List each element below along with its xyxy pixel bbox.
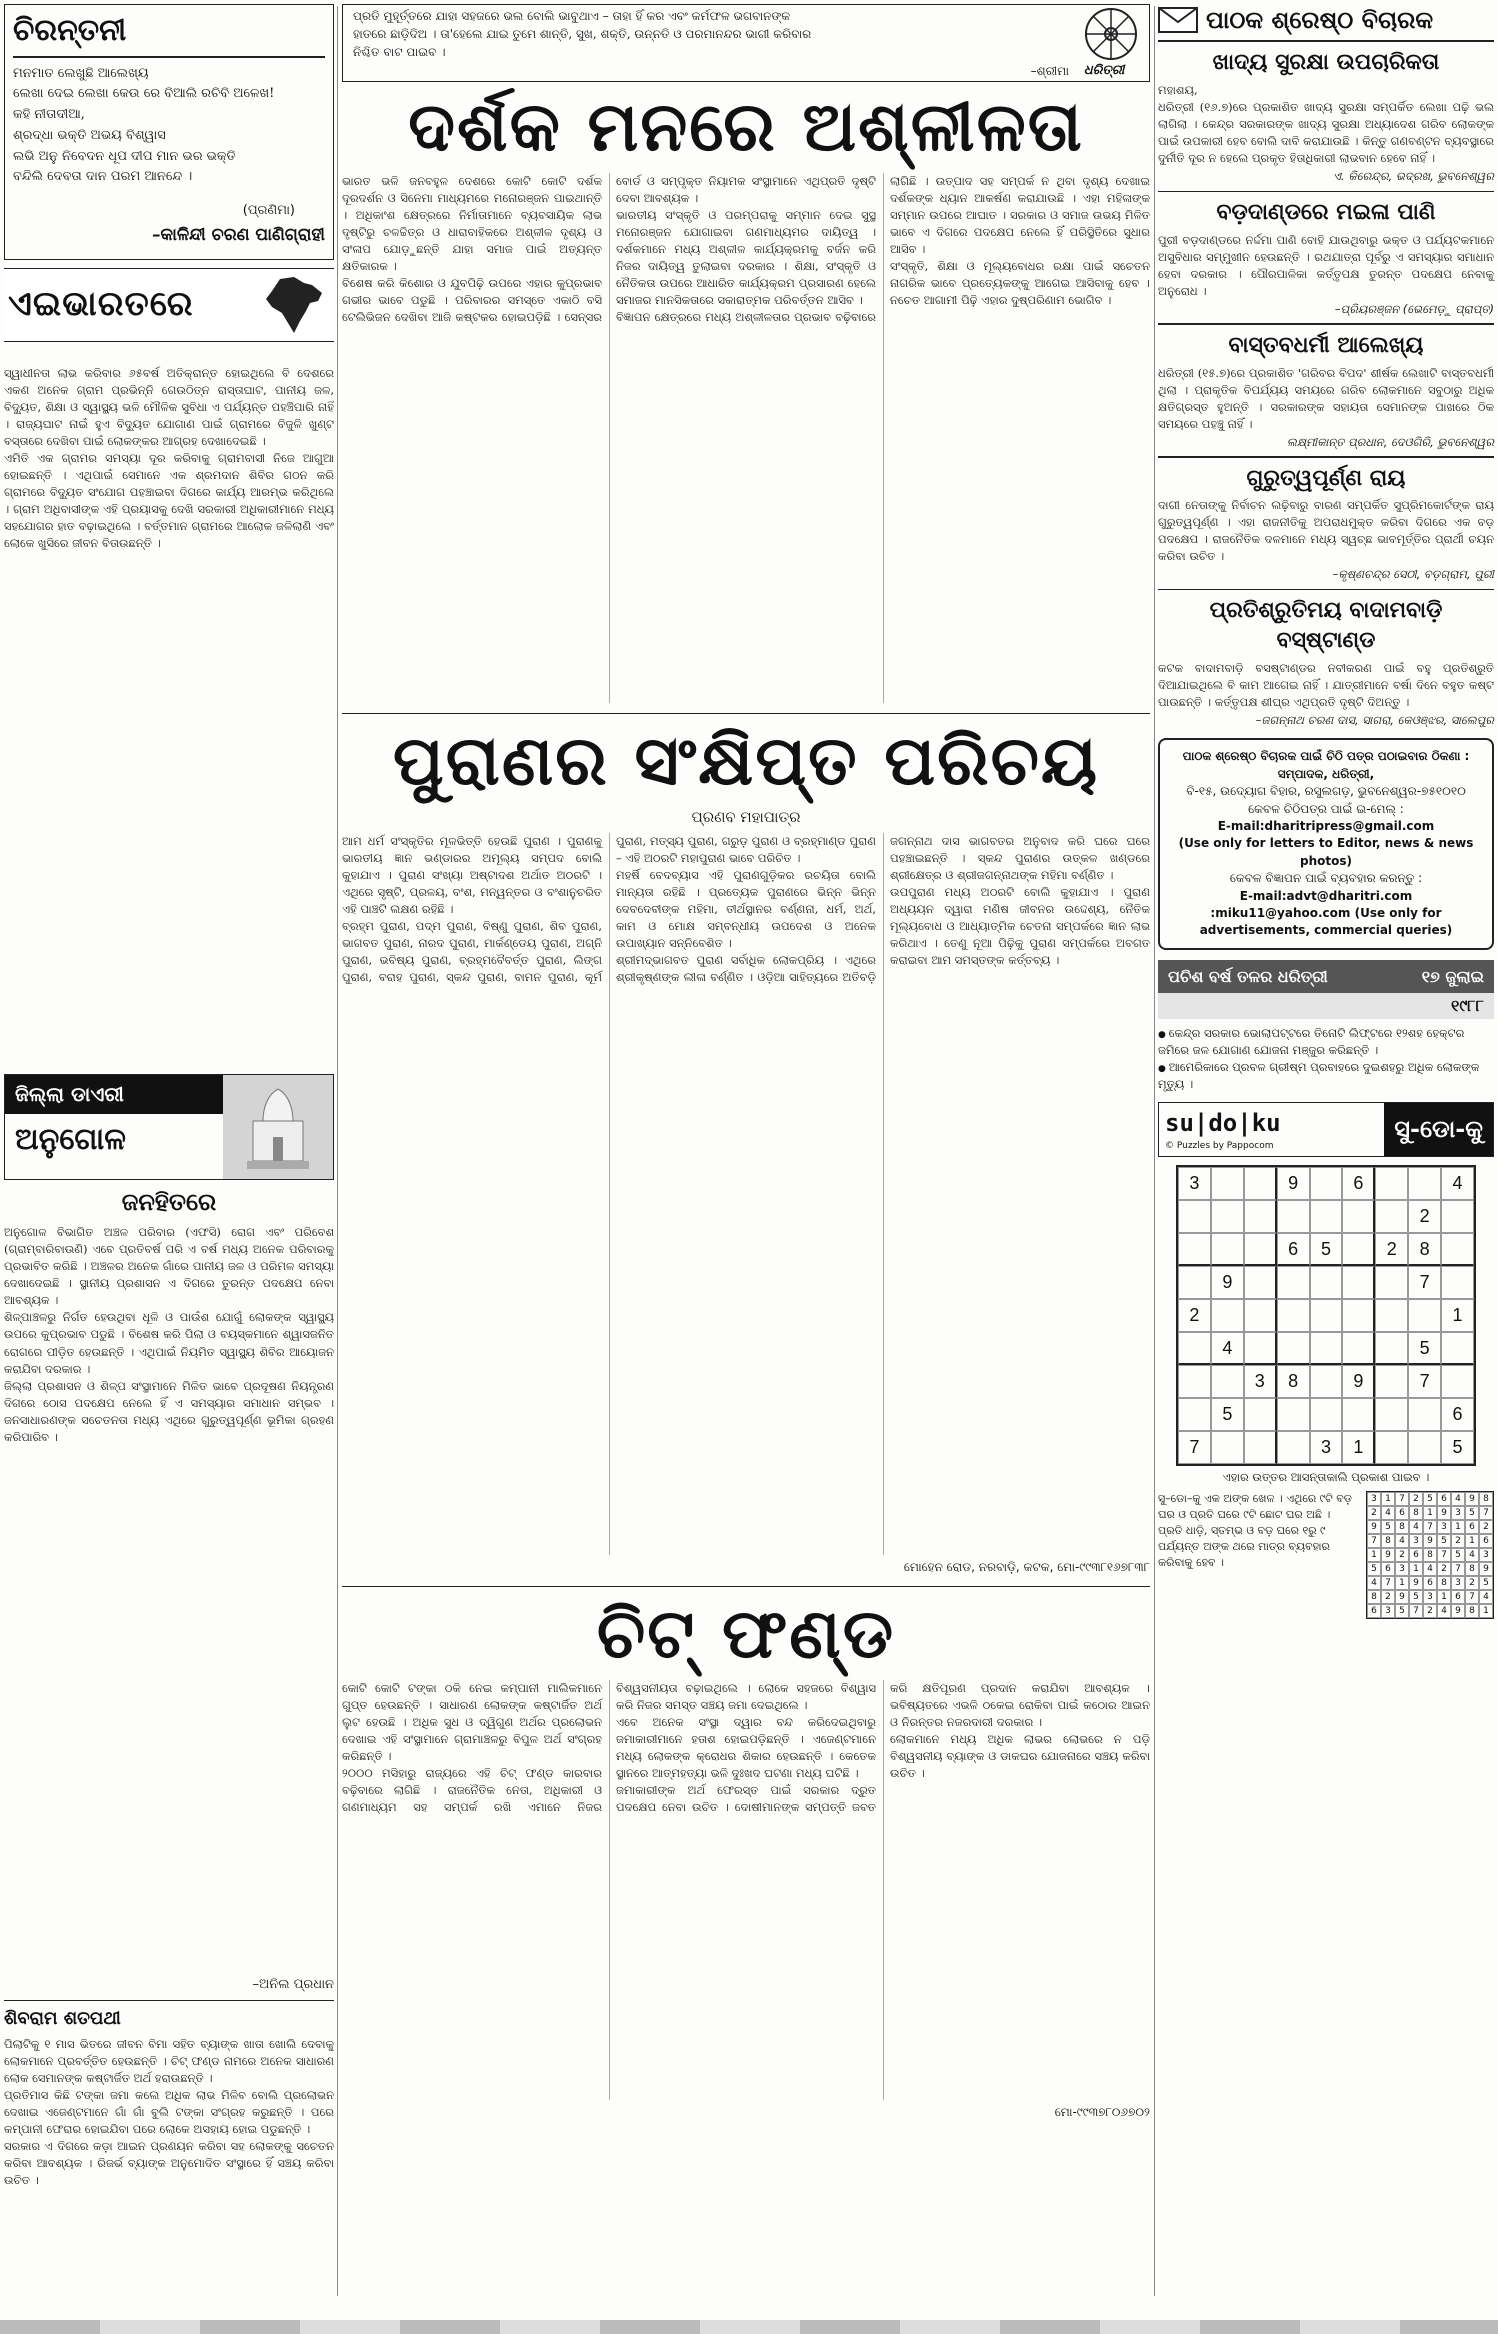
contact-email3-note: advertisements, commercial queries) (1199, 923, 1453, 938)
divider (342, 1586, 1150, 1588)
years-ago-label: ପଚିଶ ବର୍ଷ ତଳର ଧରିତ୍ରୀ (1168, 966, 1328, 986)
sudoku-cell[interactable] (1375, 1332, 1408, 1365)
contact-addr1: ସମ୍ପାଦକ, ଧରିତ୍ରୀ, (1277, 766, 1375, 781)
answer-cell: 1 (1409, 1562, 1423, 1576)
poem-title: ଚିରନ୍ତନୀ (13, 11, 325, 58)
answer-cell: 2 (1409, 1492, 1423, 1506)
answer-cell: 3 (1451, 1506, 1465, 1520)
answer-cell: 3 (1451, 1576, 1465, 1590)
quote-text: ପ୍ରତି ମୁହୂର୍ତ୍ତରେ ଯାହା ସହଜରେ ଭଲ ବୋଲି ଭାବୁଥାଏ – ତାହା ହିଁ କର ଏବଂ କର୍ମଫଳ ଭଗବାନଙ୍କ ହାତରେ ଛାଡ଼ିଦିଅ । ତା'ହେଲେ ଯାଇ ତୁମେ ଶାନ୍ତି, ସୁଖ, ଶକ୍ତି, ଉନ୍ନତି ଓ ପରମାନନ୍ଦର ଭାଗୀ କରିବାର ନିଶ୍ଚିତ ବାଟ ପାଇବ । (353, 8, 812, 59)
contact-heading: ପାଠକ ଶ୍ରେଷ୍ଠ ବିଚାରକ ପାଇଁ ଚିଠି ପତ୍ର ପଠାଇବାର ଠିକଣା : (1182, 749, 1470, 764)
sudoku-brand: su|do|ku (1165, 1109, 1281, 1138)
answer-cell: 3 (1409, 1534, 1423, 1548)
contact-box (1158, 738, 1494, 949)
years-ago-date: ୧୭ ଜୁଲାଇ (1421, 966, 1484, 986)
answer-cell: 7 (1451, 1562, 1465, 1576)
sudoku-cell[interactable] (1408, 1431, 1441, 1464)
sudoku-cell: 2 (1375, 1233, 1408, 1266)
answer-cell: 2 (1479, 1520, 1493, 1534)
answer-cell: 9 (1479, 1562, 1493, 1576)
divider (342, 713, 1150, 715)
sudoku-cell[interactable] (1441, 1200, 1474, 1233)
sudoku-cell[interactable] (1277, 1332, 1310, 1365)
answer-cell: 3 (1367, 1492, 1381, 1506)
answer-cell: 6 (1367, 1604, 1381, 1618)
dharitri-wheel-icon (1083, 6, 1139, 62)
sudoku-cell[interactable] (1342, 1233, 1375, 1266)
sudoku-cell[interactable] (1211, 1431, 1244, 1464)
letter-body: ପୁରୀ ବଡ଼ଦାଣ୍ଡରେ ନର୍ଦ୍ଦମା ପାଣି ବୋହି ଯାଉଥିବାରୁ ଭକ୍ତ ଓ ପର୍ଯ୍ୟଟକମାନେ ଅସୁବିଧାର ସମ୍ମୁଖୀନ ହେଉଛନ୍ତି । ରଥଯାତ୍ରା ପୂର୍ବରୁ ଏ ସମସ୍ୟାର ସମାଧାନ ହେବା ଦରକାର । ପୌରପାଳିକା କର୍ତ୍ତୃପକ୍ଷ ତୁରନ୍ତ ପଦକ୍ଷେପ ନେବାକୁ ଅନୁରୋଧ । (1158, 232, 1494, 298)
sudoku-cell[interactable] (1441, 1332, 1474, 1365)
answer-cell: 9 (1381, 1548, 1395, 1562)
column-rule (1154, 6, 1155, 2296)
sudoku-cell: 5 (1310, 1233, 1343, 1266)
column-logo-text: ଏଇଭାରତରେ (8, 284, 194, 325)
letter-title: ବାସ୍ତବଧର୍ମୀ ଆଲେଖ୍ୟ (1228, 331, 1424, 358)
sudoku-cell[interactable] (1375, 1431, 1408, 1464)
sudoku-cell: 7 (1408, 1266, 1441, 1299)
letter-body: ଦାଗୀ ନେତାଙ୍କୁ ନିର୍ବାଚନ ଲଢ଼ିବାରୁ ବାରଣ ସମ୍ପର୍କିତ ସୁପ୍ରିମକୋର୍ଟଙ୍କ ରାୟ ଗୁରୁତ୍ୱପୂର୍ଣ୍ଣ । ଏହା ରାଜନୀତିକୁ ଅପରାଧମୁକ୍ତ କରିବା ଦିଗରେ ଏକ ବଡ଼ ପଦକ୍ଷେପ । ରାଜନୈତିକ ଦଳମାନେ ମଧ୍ୟ ସ୍ୱଚ୍ଛ ଭାବମୂର୍ତ୍ତିର ପ୍ରାର୍ଥୀ ଚୟନ କରିବା ଉଚିତ । (1158, 498, 1494, 564)
sudoku-cell[interactable] (1375, 1167, 1408, 1200)
sudoku-cell: 2 (1178, 1299, 1211, 1332)
answer-cell: 5 (1479, 1576, 1493, 1590)
district-diary-box (4, 1074, 334, 1180)
left-column (4, 4, 334, 2304)
sudoku-cell[interactable] (1178, 1200, 1211, 1233)
sudoku-rules: ସୁ–ଡୋ–କୁ ଏକ ଅଙ୍କ ଖେଳ । ଏଥିରେ ୯ଟି ବଡ଼ ଘର ଓ ପ୍ରତି ଘରେ ୯ଟି ଛୋଟ ଘର ଅଛି । ପ୍ରତି ଧାଡ଼ି, ସ୍ତମ୍ଭ ଓ ବଡ଼ ଘରେ ୧ରୁ ୯ ପର୍ଯ୍ୟନ୍ତ ଅଙ୍କ ଥରେ ମାତ୍ର ବ୍ୟବହାର କରିବାକୁ ହେବ । (1158, 1492, 1352, 1570)
answer-cell: 7 (1381, 1576, 1395, 1590)
answer-cell: 9 (1367, 1520, 1381, 1534)
answer-cell: 4 (1437, 1604, 1451, 1618)
sudoku-cell: 4 (1211, 1332, 1244, 1365)
district-diary-label: ଜିଲ୍ଲା ଡାଏରୀ (5, 1075, 223, 1114)
sudoku-cell[interactable] (1310, 1167, 1343, 1200)
sudoku-cell[interactable] (1277, 1431, 1310, 1464)
divider (4, 2000, 334, 2002)
sudoku-cell[interactable] (1211, 1365, 1244, 1398)
sudoku-cell: 6 (1441, 1398, 1474, 1431)
answer-cell: 7 (1395, 1492, 1409, 1506)
sudoku-cell[interactable] (1244, 1200, 1277, 1233)
answer-cell: 2 (1395, 1548, 1409, 1562)
answer-cell: 5 (1367, 1562, 1381, 1576)
sudoku-cell[interactable] (1310, 1299, 1343, 1332)
sudoku-cell[interactable] (1178, 1332, 1211, 1365)
sudoku-cell[interactable] (1310, 1332, 1343, 1365)
right-column (1158, 4, 1494, 2304)
answer-cell: 1 (1423, 1506, 1437, 1520)
answer-cell: 4 (1395, 1534, 1409, 1548)
janahitare-body: ଅନୁଗୋଳ ବିଭାଗିତ ଅଞ୍ଚଳ ପରିବାର (ଏଫସି) ରୋଗ ଏବଂ ପରିବେଶ (ଗ୍ରାମ୍ବାରିବାଉଣି) ଏବେ ପ୍ରତିବର୍ଷ ପରି ଏ ବର୍ଷ ମଧ୍ୟ ଅନେକ ପରିବାରକୁ ପ୍ରଭାବିତ କରିଛି । ଅଞ୍ଚଳର ଅନେକ ଗାଁରେ ପାନୀୟ ଜଳ ଓ ପରିମଳ ସମସ୍ୟା ଦେଖାଦେଇଛି । ସ୍ଥାନୀୟ ପ୍ରଶାସନ ଏ ଦିଗରେ ତୁରନ୍ତ ପଦକ୍ଷେପ ନେବା ଆବଶ୍ୟକ । ଶିଳ୍ପାଞ୍ଚଳରୁ ନିର୍ଗତ ହେଉଥିବା ଧୂଳି ଓ ପାଉଁଶ ଯୋଗୁଁ ଲୋକଙ୍କ ସ୍ୱାସ୍ଥ୍ୟ ଉପରେ କୁପ୍ରଭାବ ପଡୁଛି । ବିଶେଷ କରି ପିଲା ଓ ବୟସ୍କମାନେ ଶ୍ୱାସଜନିତ ରୋଗରେ ପୀଡ଼ିତ ହେଉଛନ୍ତି । ଏଥିପାଇଁ ନିୟମିତ ସ୍ୱାସ୍ଥ୍ୟ ଶିବିର ଆୟୋଜନ କରାଯିବା ଦରକାର । ଜିଲ୍ଲା ପ୍ରଶାସନ ଓ ଶିଳ୍ପ ସଂସ୍ଥାମାନେ ମିଳିତ ଭାବେ ପ୍ରଦୂଷଣ ନିୟନ୍ତ୍ରଣ ଦିଗରେ ଠୋସ ପଦକ୍ଷେପ ନେଲେ ହିଁ ଏ ସମସ୍ୟାର ସମାଧାନ ସମ୍ଭବ । ଜନସାଧାରଣଙ୍କ ସଚେତନତା ମଧ୍ୟ ଏଥିରେ ଗୁରୁତ୍ୱପୂର୍ଣ୍ଣ ଭୂମିକା ଗ୍ରହଣ କରିପାରିବ । (4, 1225, 334, 1444)
dharitri-brand: ଧରିତ୍ରୀ (1083, 63, 1125, 79)
contact-email2[interactable]: E-mail:advt@dharitri.com (1239, 888, 1413, 903)
contact-email1[interactable]: E-mail:dharitripress@gmail.com (1217, 818, 1435, 833)
answer-cell: 5 (1381, 1520, 1395, 1534)
poem-source: (ପ୍ରଣିମା) (242, 203, 295, 219)
sudoku-cell: 5 (1211, 1398, 1244, 1431)
years-ago-items (1158, 1025, 1494, 1092)
answer-cell: 5 (1409, 1590, 1423, 1604)
letter-title: ବଡ଼ଦାଣ୍ଡରେ ମଇଳା ପାଣି (1216, 199, 1436, 226)
sudoku-cell[interactable] (1178, 1398, 1211, 1431)
sudoku-cell: 8 (1408, 1233, 1441, 1266)
sudoku-cell[interactable] (1244, 1332, 1277, 1365)
page-footer-strip (0, 2320, 1498, 2334)
answer-cell: 8 (1395, 1520, 1409, 1534)
answer-cell: 7 (1423, 1520, 1437, 1534)
answer-cell: 4 (1381, 1506, 1395, 1520)
sudoku-cell: 3 (1310, 1431, 1343, 1464)
shivaram-title: ଶିବରାମ ଶତପଥୀ (4, 2008, 121, 2030)
answer-cell: 8 (1465, 1562, 1479, 1576)
sudoku-cell[interactable] (1244, 1398, 1277, 1431)
answer-cell: 8 (1409, 1506, 1423, 1520)
answer-cell: 5 (1395, 1604, 1409, 1618)
column-rule (337, 6, 338, 2296)
sudoku-title: ସୁ-ଡୋ-କୁ (1384, 1103, 1493, 1156)
sudoku-rules-row (1158, 1491, 1494, 1619)
answer-cell: 9 (1437, 1506, 1451, 1520)
answer-cell: 6 (1409, 1548, 1423, 1562)
article3-body: କୋଟି କୋଟି ଟଙ୍କା ଠକି ନେଇ କମ୍ପାନୀ ମାଲିକମାନେ ଗୁପ୍ତ ହେଉଛନ୍ତି । ସାଧାରଣ ଲୋକଙ୍କ କଷ୍ଟାର୍ଜିତ ଅର୍ଥ ଲୁଟ ହେଉଛି । ଅଧିକ ସୁଧ ଓ ଦ୍ୱିଗୁଣ ଅର୍ଥର ପ୍ରଲୋଭନ ଦେଖାଇ ଏହି ସଂସ୍ଥାମାନେ ଗ୍ରାମାଞ୍ଚଳରୁ ବିପୁଳ ଅର୍ଥ ସଂଗ୍ରହ କରିଛନ୍ତି । ୨୦୦୦ ମସିହାରୁ ରାଜ୍ୟରେ ଏହି ଚିଟ୍ ଫଣ୍ଡ କାରବାର ବଢ଼ିବାରେ ଲାଗିଛି । ରାଜନୈତିକ ନେତା, ଅଧିକାରୀ ଓ ଗଣମାଧ୍ୟମ ସହ ସମ୍ପର୍କ ରଖି ଏମାନେ ନିଜର ବିଶ୍ୱସନୀୟତା ବଢ଼ାଇଥିଲେ । ଲୋକେ ସହଜରେ ବିଶ୍ୱାସ କରି ନିଜର ସମସ୍ତ ସଞ୍ଚୟ ଜମା ଦେଇଥିଲେ । ଏବେ ଅନେକ ସଂସ୍ଥା ଦ୍ୱାର ବନ୍ଦ କରିଦେଇଥିବାରୁ ଜମାକାରୀମାନେ ହତାଶ ହୋଇପଡ଼ିଛନ୍ତି । ଏଜେଣ୍ଟମାନେ ମଧ୍ୟ ଲୋକଙ୍କ କ୍ରୋଧର ଶିକାର ହେଉଛନ୍ତି । କେତେକ ସ୍ଥାନରେ ଆତ୍ମହତ୍ୟା ଭଳି ଦୁଃଖଦ ଘଟଣା ମଧ୍ୟ ଘଟିଛି । ଜମାକାରୀଙ୍କ ଅର୍ଥ ଫେରସ୍ତ ପାଇଁ ସରକାର ଦ୍ରୁତ ପଦକ୍ଷେପ ନେବା ଉଚିତ । ଦୋଷୀମାନଙ୍କ ସମ୍ପତ୍ତି ଜବତ କରି କ୍ଷତିପୂରଣ ପ୍ରଦାନ କରାଯିବା ଆବଶ୍ୟକ । ଭବିଷ୍ୟତରେ ଏଭଳି ଠକେଇ ରୋକିବା ପାଇଁ କଠୋର ଆଇନ ଓ ନିରନ୍ତର ନଜରଦାରୀ ଦରକାର । ଲୋକମାନେ ମଧ୍ୟ ଅଧିକ ଲାଭର ଲୋଭରେ ନ ପଡ଼ି ବିଶ୍ୱସନୀୟ ବ୍ୟାଙ୍କ ଓ ଡାକଘର ଯୋଜନାରେ ସଞ୍ଚୟ କରିବା ଉଚିତ । (342, 1680, 1150, 1814)
divider (1158, 191, 1494, 193)
sudoku-cell[interactable] (1375, 1365, 1408, 1398)
answer-cell: 1 (1381, 1492, 1395, 1506)
answer-cell: 9 (1395, 1590, 1409, 1604)
sudoku-cell[interactable] (1441, 1365, 1474, 1398)
village-story: ସ୍ୱାଧୀନତା ଲାଭ କରିବାର ୬୫ବର୍ଷ ଅତିକ୍ରାନ୍ତ ହୋଇଥିଲେ ବି ଦେଶରେ ଏକଣ ଅନେକ ଗ୍ରାମ ପ୍ରଭିନ୍ନି ଗେଉଠିତ୍ନ ରାସ୍ତାଘାଟ, ପାନୀୟ ଜଳ, ବିଦ୍ୟୁତ, ଶିକ୍ଷା ଓ ସ୍ୱାସ୍ଥ୍ୟ ଭଳି ମୌଳିକ ସୁବିଧା ଏ ପର୍ଯ୍ୟନ୍ତ ପହଞ୍ଚିପାରି ନାହିଁ । ରାଜ୍ୟଘାଟ ନାଇଁ ହୁଏ ବିଦ୍ୟୁତ ଯୋଗାଣ ପାଇଁ ଗ୍ରାମରେ ବିଜୁଳି ଖୁଣ୍ଟ ବସ୍ତାରେ ଦେଖିବା ପାଇଁ ଲୋକଙ୍କର ଆଗ୍ରହ ଦେଖାଦେଇଛି । ଏମିତି ଏକ ଗ୍ରାମର ସମସ୍ୟା ଦୂର କରିବାକୁ ଗ୍ରାମବାସୀ ନିଜେ ଆଗୁଆ ହୋଇଛନ୍ତି । ଏଥିପାଇଁ ସେମାନେ ଏକ ଶ୍ରମଦାନ ଶିବିର ଗଠନ କରି ଗ୍ରାମରେ ବିଦ୍ୟୁତ ସଂଯୋଗ ପହଞ୍ଚାଇବା ଦିଗରେ କାର୍ଯ୍ୟ ଆରମ୍ଭ କରିଥିଲେ । ଗ୍ରାମ ଅଧିବାସୀଙ୍କ ଏହି ପ୍ରୟାସକୁ ଦେଖି ସରକାରୀ ଅଧିକାରୀମାନେ ମଧ୍ୟ ସହଯୋଗର ହାତ ବଢ଼ାଇଥିଲେ । ବର୍ତ୍ତମାନ ଗ୍ରାମରେ ଆଲୋକ ଜଳିଲାଣି ଏବଂ ଲୋକେ ଖୁସିରେ ଜୀବନ ବିତାଉଛନ୍ତି । (4, 366, 334, 551)
answer-cell: 9 (1423, 1534, 1437, 1548)
sudoku-cell: 3 (1244, 1365, 1277, 1398)
sudoku-cell[interactable] (1408, 1167, 1441, 1200)
answer-cell: 7 (1367, 1534, 1381, 1548)
sudoku-cell[interactable] (1211, 1200, 1244, 1233)
sudoku-cell[interactable] (1342, 1299, 1375, 1332)
sudoku-cell: 6 (1342, 1167, 1375, 1200)
sudoku-header (1158, 1102, 1494, 1157)
sudoku-cell[interactable] (1277, 1200, 1310, 1233)
sudoku-cell[interactable] (1244, 1431, 1277, 1464)
answer-cell: 4 (1451, 1492, 1465, 1506)
sudoku-cell: 9 (1342, 1365, 1375, 1398)
sudoku-cell: 6 (1277, 1233, 1310, 1266)
article1-body: ଭାରତ ଭଳି ଜନବହୁଳ ଦେଶରେ କୋଟି କୋଟି ଦର୍ଶକ ଦୂରଦର୍ଶନ ଓ ସିନେମା ମାଧ୍ୟମରେ ମନୋରଞ୍ଜନ ପାଇଥାନ୍ତି । ଅଧିକାଂଶ କ୍ଷେତ୍ରରେ ନିର୍ମାତାମାନେ ବ୍ୟବସାୟିକ ଲାଭ ଦୃଷ୍ଟିରୁ ଚଳଚ୍ଚିତ୍ର ଓ ଧାରାବାହିକରେ ଅଶ୍ଳୀଳ ଦୃଶ୍ୟ ଓ ସଂଳାପ ଯୋଡ଼ୁଛନ୍ତି ଯାହା ସମାଜ ପାଇଁ ଅତ୍ୟନ୍ତ କ୍ଷତିକାରକ । ବିଶେଷ କରି କିଶୋର ଓ ଯୁବପିଢ଼ି ଉପରେ ଏହାର କୁପ୍ରଭାବ ଗଭୀର ଭାବେ ପଡୁଛି । ପରିବାରର ସମସ୍ତେ ଏକାଠି ବସି ଟେଲିଭିଜନ ଦେଖିବା ଆଜି କଷ୍ଟକର ହୋଇପଡ଼ିଛି । ସେନ୍ସର ବୋର୍ଡ ଓ ସମ୍ପୃକ୍ତ ନିୟାମକ ସଂସ୍ଥାମାନେ ଏଥିପ୍ରତି ଦୃଷ୍ଟି ଦେବା ଆବଶ୍ୟକ । ଭାରତୀୟ ସଂସ୍କୃତି ଓ ପରମ୍ପରାକୁ ସମ୍ମାନ ଦେଇ ସୁସ୍ଥ ମନୋରଞ୍ଜନ ଯୋଗାଇବା ଗଣମାଧ୍ୟମର ଦାୟିତ୍ୱ । ଦର୍ଶକମାନେ ମଧ୍ୟ ଅଶ୍ଳୀଳ କାର୍ଯ୍ୟକ୍ରମକୁ ବର୍ଜନ କରି ନିଜର ଦାୟିତ୍ୱ ତୁଲାଇବା ଦରକାର । ଶିକ୍ଷା, ସଂସ୍କୃତି ଓ ନୈତିକତା ଉପରେ ଆଧାରିତ କାର୍ଯ୍ୟକ୍ରମ ପ୍ରସାରଣ ହେଲେ ସମାଜର ମାନସିକତାରେ ସକାରାତ୍ମକ ପରିବର୍ତ୍ତନ ଆସିବ । ବିଜ୍ଞାପନ କ୍ଷେତ୍ରରେ ମଧ୍ୟ ଅଶ୍ଳୀଳତାର ପ୍ରଭାବ ବଢ଼ିବାରେ ଲାଗିଛି । ଉତ୍ପାଦ ସହ ସମ୍ପର୍କ ନ ଥିବା ଦୃଶ୍ୟ ଦେଖାଇ ଦର୍ଶକଙ୍କ ଧ୍ୟାନ ଆକର୍ଷଣ କରାଯାଉଛି । ଏହା ମହିଳାଙ୍କ ସମ୍ମାନ ଉପରେ ଆଘାତ । ସରକାର ଓ ସମାଜ ଉଭୟ ମିଳିତ ଭାବେ ଏ ଦିଗରେ ପଦକ୍ଷେପ ନେଲେ ହିଁ ପରିସ୍ଥିତିରେ ସୁଧାର ଆସିବ । ସଂସ୍କୃତି, ଶିକ୍ଷା ଓ ମୂଲ୍ୟବୋଧର ରକ୍ଷା ପାଇଁ ସଚେତନ ନାଗରିକ ଭାବେ ପ୍ରତ୍ୟେକଙ୍କୁ ଆଗେଇ ଆସିବାକୁ ହେବ । ନଚେତ ଆଗାମୀ ପିଢ଼ି ଏହାର ଦୁଷ୍ପରିଣାମ ଭୋଗିବ । (342, 173, 1150, 324)
column-logo-bar (4, 268, 334, 342)
answer-cell: 3 (1437, 1520, 1451, 1534)
sudoku-cell[interactable] (1310, 1200, 1343, 1233)
answer-cell: 1 (1465, 1534, 1479, 1548)
sudoku-grid (1176, 1165, 1476, 1466)
article2-headline: ପୁରାଣର ସଂକ୍ଷିପ୍ତ ପରିଚୟ (392, 721, 1100, 802)
divider (1158, 589, 1494, 591)
answer-cell: 2 (1367, 1506, 1381, 1520)
letter-title: ଗୁରୁତ୍ୱପୂର୍ଣ୍ଣ ରାୟ (1246, 464, 1406, 491)
letter-signature: –ପ୍ରିୟରଞ୍ଜନ (ଭେମେଡ଼ୁ ପ୍ରାପ୍ତ) (1334, 301, 1494, 316)
sudoku-cell: 4 (1441, 1167, 1474, 1200)
sudoku-cell[interactable] (1178, 1233, 1211, 1266)
sudoku-cell[interactable] (1244, 1266, 1277, 1299)
sudoku-cell: 2 (1408, 1200, 1441, 1233)
letter-signature: –ଜଗନ୍ନାଥ ଚରଣ ଦାସ, ସାଗରା, କେଓଞ୍ଝର, ସାଲେପୁର (1255, 712, 1494, 727)
letter-signature: ଲକ୍ଷ୍ମୀକାନ୍ତ ପ୍ରଧାନ, ଦେଓଗିରି, ଭୁବନେଶ୍ୱର (1286, 434, 1494, 449)
sudoku-cell[interactable] (1441, 1266, 1474, 1299)
sudoku-cell: 1 (1342, 1431, 1375, 1464)
letters-list (1158, 48, 1494, 728)
answer-cell: 8 (1381, 1534, 1395, 1548)
answer-cell: 9 (1409, 1576, 1423, 1590)
sudoku-cell[interactable] (1408, 1299, 1441, 1332)
contact-email1-note: (Use only for letters to Editor, news & news photos) (1178, 836, 1474, 868)
years-ago-bar (1158, 960, 1494, 994)
answer-cell: 2 (1423, 1604, 1437, 1618)
sudoku-cell[interactable] (1342, 1266, 1375, 1299)
answer-cell: 6 (1465, 1520, 1479, 1534)
sudoku-cell[interactable] (1244, 1233, 1277, 1266)
answer-cell: 2 (1437, 1562, 1451, 1576)
answer-cell: 3 (1423, 1590, 1437, 1604)
answer-cell: 5 (1423, 1492, 1437, 1506)
poem-lines: ମନମାତ ଲେଖୁଛି ଆଲେଖ୍ୟ ଲେଖା ଦେଇ ଲେଖା କେଉ ରେ ବିଆଲି ରଚିବି ଅଳେଖ! କହି ନୀତାଦୀଆ, ଶ୍ରଦ୍ଧା ଭକ୍ତି ଅଭୟ ବିଶ୍ୱାସ ଲଭି ଅନୁ ନିବେଦନ ଧୂପ ଦୀପ ମାନ ଭର ଭକ୍ତି ବନ୍ଦିଲି ଦେବତା ଦାନ ପରମ ଆନନ୍ଦେ । (13, 65, 275, 185)
sudoku-cell: 1 (1441, 1299, 1474, 1332)
years-ago-year: ୧୯୮୮ (1158, 993, 1494, 1019)
answer-cell: 5 (1465, 1506, 1479, 1520)
letter-title: ପ୍ରତିଶ୍ରୁତିମୟ ବାଦାମବାଡ଼ି ବସ୍ଷ୍ଟାଣ୍ଡ (1209, 597, 1443, 654)
sudoku-cell[interactable] (1441, 1233, 1474, 1266)
sudoku-cell[interactable] (1342, 1332, 1375, 1365)
sudoku-cell[interactable] (1310, 1266, 1343, 1299)
years-ago-item: ● କେନ୍ଦ୍ର ସରକାର ଭୋଲାପଟ୍ଟରେ ତିନୋଟି ଲିଫ୍ଟରେ ୧୨ଶହ ହେକ୍ଟର ଜମିରେ ଜଳ ଯୋଗାଣ ଯୋଜନା ମଞ୍ଜୁର କରିଛନ୍ତି । (1158, 1025, 1494, 1059)
sudoku-cell[interactable] (1211, 1233, 1244, 1266)
answer-cell: 5 (1437, 1534, 1451, 1548)
article2-closing: ମୋହେନ ରୋଡ, ନରବାଡ଼ି, କଟକ, ମୋ-୯୯୩୮୧୬୭୮୩୮ (903, 1560, 1150, 1575)
answer-cell: 6 (1381, 1562, 1395, 1576)
letters-title: ପାଠକ ଶ୍ରେଷ୍ଠ ବିଚାରକ (1206, 5, 1434, 34)
sudoku-cell[interactable] (1277, 1299, 1310, 1332)
sudoku-cell[interactable] (1178, 1266, 1211, 1299)
article2-body: ଆମ ଧର୍ମ ସଂସ୍କୃତିର ମୂଳଭିତ୍ତି ହେଉଛି ପୁରାଣ । ପୁରାଣକୁ ଭାରତୀୟ ଜ୍ଞାନ ଭଣ୍ଡାରର ଅମୂଲ୍ୟ ସମ୍ପଦ ବୋଲି କୁହାଯାଏ । ପୁରାଣ ସଂଖ୍ୟା ଅଷ୍ଟାଦଶ ଅର୍ଥାତ ଅଠରଟି । ଏଥିରେ ସୃଷ୍ଟି, ପ୍ରଳୟ, ବଂଶ, ମନ୍ୱନ୍ତର ଓ ବଂଶାନୁଚରିତ ଏହି ପାଞ୍ଚଟି ଲକ୍ଷଣ ରହିଛି । ବ୍ରହ୍ମ ପୁରାଣ, ପଦ୍ମ ପୁରାଣ, ବିଷ୍ଣୁ ପୁରାଣ, ଶିବ ପୁରାଣ, ଭାଗବତ ପୁରାଣ, ନାରଦ ପୁରାଣ, ମାର୍କଣ୍ଡେୟ ପୁରାଣ, ଅଗ୍ନି ପୁରାଣ, ଭବିଷ୍ୟ ପୁରାଣ, ବ୍ରହ୍ମବୈବର୍ତ୍ତ ପୁରାଣ, ଲିଙ୍ଗ ପୁରାଣ, ବରାହ ପୁରାଣ, ସ୍କନ୍ଦ ପୁରାଣ, ବାମନ ପୁରାଣ, କୂର୍ମ ପୁରାଣ, ମତ୍ସ୍ୟ ପୁରାଣ, ଗରୁଡ଼ ପୁରାଣ ଓ ବ୍ରହ୍ମାଣ୍ଡ ପୁରାଣ – ଏହି ଅଠରଟି ମହାପୁରାଣ ଭାବେ ପରିଚିତ । ମହର୍ଷି ବେଦବ୍ୟାସ ଏହି ପୁରାଣଗୁଡ଼ିକର ରଚୟିତା ବୋଲି ମାନ୍ୟତା ରହିଛି । ପ୍ରତ୍ୟେକ ପୁରାଣରେ ଭିନ୍ନ ଭିନ୍ନ ଦେବଦେବୀଙ୍କ ମହିମା, ତୀର୍ଥସ୍ଥାନର ବର୍ଣ୍ଣନା, ଧର୍ମ, ଅର୍ଥ, କାମ ଓ ମୋକ୍ଷ ସମ୍ବନ୍ଧୀୟ ଉପଦେଶ ଓ ଅନେକ ଉପାଖ୍ୟାନ ସନ୍ନିବେଶିତ । ଶ୍ରୀମଦ୍ଭାଗବତ ପୁରାଣ ସର୍ବାଧିକ ଲୋକପ୍ରିୟ । ଏଥିରେ ଶ୍ରୀକୃଷ୍ଣଙ୍କ ଲୀଳା ବର୍ଣ୍ଣିତ । ଓଡ଼ିଆ ସାହିତ୍ୟରେ ଅତିବଡ଼ି ଜଗନ୍ନାଥ ଦାସ ଭାଗବତର ଅନୁବାଦ କରି ଘରେ ଘରେ ପହଞ୍ଚାଇଛନ୍ତି । ସ୍କନ୍ଦ ପୁରାଣର ଉତ୍କଳ ଖଣ୍ଡରେ ଶ୍ରୀକ୍ଷେତ୍ର ଓ ଶ୍ରୀଜଗନ୍ନାଥଙ୍କ ମହିମା ବର୍ଣ୍ଣିତ । ଉପପୁରାଣ ମଧ୍ୟ ଅଠରଟି ବୋଲି କୁହାଯାଏ । ପୁରାଣ ଅଧ୍ୟୟନ ଦ୍ୱାରା ମଣିଷ ଜୀବନର ଉଦ୍ଦେଶ୍ୟ, ନୈତିକ ମୂଲ୍ୟବୋଧ ଓ ଆଧ୍ୟାତ୍ମିକ ଚେତନା ସମ୍ପର୍କରେ ଜ୍ଞାନ ଲାଭ କରିଥାଏ । ତେଣୁ ନୂଆ ପିଢ଼ିକୁ ପୁରାଣ ସମ୍ପର୍କରେ ଅବଗତ କରାଇବା ଆମ ସମସ୍ତଙ୍କ କର୍ତ୍ତବ୍ୟ । (342, 834, 1150, 985)
answer-cell: 1 (1395, 1576, 1409, 1590)
janahitare-author: –ଅନିଲ ପ୍ରଧାନ (252, 1977, 334, 1993)
sudoku-cell[interactable] (1342, 1398, 1375, 1431)
answer-cell: 2 (1465, 1576, 1479, 1590)
contact-email-note: କେବଳ ଚିଠିପତ୍ର ପାଇଁ ଇ-ମେଲ୍ : (1248, 801, 1404, 816)
sudoku-cell: 9 (1211, 1266, 1244, 1299)
sudoku-cell: 7 (1408, 1365, 1441, 1398)
sudoku-cell: 5 (1408, 1332, 1441, 1365)
letter-body: ଧରିତ୍ରୀ (୧୫.୭)ରେ ପ୍ରକାଶିତ 'ଗରିବର ବିପଦ' ଶୀର୍ଷକ ଲେଖାଟି ବାସ୍ତବଧର୍ମୀ ଥିଲା । ପ୍ରାକୃତିକ ବିପର୍ଯ୍ୟୟ ସମୟରେ ଗରିବ ଲୋକମାନେ ସବୁଠାରୁ ଅଧିକ କ୍ଷତିଗ୍ରସ୍ତ ହୁଅନ୍ତି । ସରକାରଙ୍କ ସହାୟତା ସେମାନଙ୍କ ପାଖରେ ଠିକ ସମୟରେ ପହଞ୍ଚୁ ନାହିଁ । (1158, 365, 1494, 431)
article1-headline: ଦର୍ଶକ ମନରେ ଅଶ୍ଳୀଳତା (408, 87, 1084, 167)
answer-cell: 7 (1465, 1590, 1479, 1604)
answer-cell: 4 (1367, 1576, 1381, 1590)
sudoku-cell[interactable] (1244, 1167, 1277, 1200)
contact-ad-note: କେବଳ ବିଜ୍ଞାପନ ପାଇଁ ବ୍ୟବହାର କରନ୍ତୁ : (1229, 871, 1423, 886)
sudoku-cell[interactable] (1375, 1266, 1408, 1299)
answer-cell: 7 (1479, 1506, 1493, 1520)
quote-source: –ଶ୍ରୀମା (1030, 63, 1069, 78)
answer-cell: 4 (1409, 1520, 1423, 1534)
sudoku-cell[interactable] (1408, 1398, 1441, 1431)
letter-signature: –କୃଷ୍ଣଚନ୍ଦ୍ର ସେଠୀ, ବଡ଼ଗ୍ରାମ, ପୁରୀ (1332, 567, 1494, 582)
letter-body: ମହାଶୟ, ଧରିତ୍ରୀ (୧୬.୭)ରେ ପ୍ରକାଶିତ ଖାଦ୍ୟ ସୁରକ୍ଷା ସମ୍ପର୍କିତ ଲେଖା ପଢ଼ି ଭଲ ଲାଗିଲା । କେନ୍ଦ୍ର ସରକାରଙ୍କ ଖାଦ୍ୟ ସୁରକ୍ଷା ଅଧ୍ୟାଦେଶ ଗରିବ ଲୋକଙ୍କ ପାଇଁ ଉପକାରୀ ହେବ ବୋଲି ଦାବି କରାଯାଉଛି । କିନ୍ତୁ ଗଣବଣ୍ଟନ ବ୍ୟବସ୍ଥାରେ ଦୁର୍ନୀତି ଦୂର ନ ହେଲେ ପ୍ରକୃତ ହିତାଧିକାରୀ ଲାଭବାନ ହେବେ ନାହିଁ । (1158, 83, 1494, 166)
answer-cell: 9 (1465, 1492, 1479, 1506)
sudoku-cell: 3 (1178, 1167, 1211, 1200)
divider (1158, 456, 1494, 458)
sudoku-cell[interactable] (1277, 1398, 1310, 1431)
sudoku-cell[interactable] (1310, 1398, 1343, 1431)
answer-cell: 9 (1451, 1604, 1465, 1618)
answer-cell: 6 (1437, 1492, 1451, 1506)
divider (1158, 323, 1494, 325)
answer-cell: 3 (1395, 1562, 1409, 1576)
letter-signature: ଏ. କିରେନ୍ଦ୍ର, ଭଦ୍ରଖ, ଭୁବନେଶ୍ୱର (1332, 169, 1494, 184)
letter-body: କଟକ ବାଦାମବାଡ଼ି ବସଷ୍ଟାଣ୍ଡର ନବୀକରଣ ପାଇଁ ବହୁ ପ୍ରତିଶ୍ରୁତି ଦିଆଯାଇଥିଲେ ବି କାମ ଆଗେଇ ନାହିଁ । ଯାତ୍ରୀମାନେ ବର୍ଷା ଦିନେ ବହୁତ କଷ୍ଟ ପାଉଛନ୍ତି । କର୍ତ୍ତୃପକ୍ଷ ଶୀଘ୍ର ଏଥିପ୍ରତି ଦୃଷ୍ଟି ଦିଅନ୍ତୁ । (1158, 660, 1494, 709)
contact-email3[interactable]: :miku11@yahoo.com (Use only for (1210, 905, 1442, 920)
middle-column (342, 4, 1150, 2304)
article3-headline: ଚିଟ୍ ଫଣ୍ଡ (596, 1594, 896, 1675)
answer-cell: 8 (1423, 1548, 1437, 1562)
sudoku-cell[interactable] (1211, 1167, 1244, 1200)
answer-cell: 1 (1437, 1590, 1451, 1604)
answer-cell: 7 (1437, 1548, 1451, 1562)
sudoku-cell: 7 (1178, 1431, 1211, 1464)
answer-cell: 6 (1423, 1576, 1437, 1590)
answer-cell: 5 (1451, 1548, 1465, 1562)
years-ago-item: ● ଆମେରିକାରେ ପ୍ରବଳ ଗ୍ରୀଷ୍ମ ପ୍ରବାହରେ ଦୁଇଶହରୁ ଅଧିକ ଲୋକଙ୍କ ମୃତ୍ୟୁ । (1158, 1059, 1494, 1093)
sudoku-cell[interactable] (1277, 1266, 1310, 1299)
answer-cell: 8 (1437, 1576, 1451, 1590)
answer-cell: 8 (1465, 1604, 1479, 1618)
answer-cell: 8 (1479, 1492, 1493, 1506)
sudoku-cell[interactable] (1178, 1365, 1211, 1398)
sudoku-cell[interactable] (1244, 1299, 1277, 1332)
sudoku-cell: 8 (1277, 1365, 1310, 1398)
answer-cell: 1 (1479, 1604, 1493, 1618)
sudoku-cell[interactable] (1211, 1299, 1244, 1332)
sudoku-answer-grid (1366, 1491, 1494, 1619)
answer-cell: 4 (1479, 1590, 1493, 1604)
envelope-icon (1158, 7, 1198, 33)
answer-cell: 8 (1367, 1590, 1381, 1604)
answer-cell: 2 (1381, 1590, 1395, 1604)
quote-box (342, 4, 1150, 82)
shivaram-body: ପିଲାଟିକୁ ୧ ମାସ ଭିତରେ ଜୀବନ ବିମା ସହିତ ବ୍ୟାଙ୍କ ଖାତା ଖୋଲି ଦେବାକୁ ଲୋକମାନେ ପ୍ରବର୍ତ୍ତିତ ହେଉଛନ୍ତି । ଚିଟ୍ ଫଣ୍ଡ ନାମରେ ଅନେକ ସାଧାରଣ ଲୋକ ସେମାନଙ୍କ କଷ୍ଟାର୍ଜିତ ଅର୍ଥ ହରାଉଛନ୍ତି । ପ୍ରତିମାସ କିଛି ଟଙ୍କା ଜମା କଲେ ଅଧିକ ଲାଭ ମିଳିବ ବୋଲି ପ୍ରଲୋଭନ ଦେଖାଇ ଏଜେଣ୍ଟମାନେ ଗାଁ ଗାଁ ବୁଲି ଟଙ୍କା ସଂଗ୍ରହ କରୁଛନ୍ତି । ପରେ କମ୍ପାନୀ ଫେରାର ହୋଇଯିବା ପରେ ଲୋକେ ଅସହାୟ ହୋଇ ପଡୁଛନ୍ତି । ସରକାର ଏ ଦିଗରେ କଡ଼ା ଆଇନ ପ୍ରଣୟନ କରିବା ସହ ଲୋକଙ୍କୁ ସଚେତନ କରିବା ଆବଶ୍ୟକ । ରିଜର୍ଭ ବ୍ୟାଙ୍କ ଅନୁମୋଦିତ ସଂସ୍ଥାରେ ହିଁ ସଞ୍ଚୟ କରିବା ଉଚିତ । (4, 2036, 334, 2187)
temple-photo (223, 1075, 333, 1179)
contact-addr2: ବି-୧୫, ଉଦ୍ୟୋଗ ବିହାର, ରସୁଲଗଡ଼, ଭୁବନେଶ୍ୱର-୭୫୧୦୧୦ (1186, 784, 1466, 799)
temple-icon (223, 1075, 333, 1179)
article3-closing: ମୋ-୯୯୩୭୮୦୬୭୦୨ (1054, 2104, 1150, 2119)
india-map-icon (260, 275, 330, 335)
poem-author: –କାଳିନ୍ଦୀ ଚରଣ ପାଣିଗ୍ରାହୀ (151, 224, 325, 245)
answer-cell: 6 (1451, 1590, 1465, 1604)
district-diary-place: ଅନୁଗୋଳ (15, 1122, 126, 1157)
article2-byline: ପ୍ରଣବ ମହାପାତ୍ର (691, 808, 801, 827)
sudoku-note: ଏହାର ଉତ୍ତର ଆସନ୍ତାକାଲି ପ୍ରକାଶ ପାଇବ । (1222, 1469, 1430, 1484)
sudoku-cell[interactable] (1375, 1398, 1408, 1431)
sudoku-cell[interactable] (1342, 1200, 1375, 1233)
sudoku-cell[interactable] (1375, 1299, 1408, 1332)
janahitare-title: ଜନହିତରେ (121, 1187, 217, 1216)
answer-cell: 6 (1479, 1534, 1493, 1548)
letters-header (1158, 4, 1494, 42)
answer-cell: 7 (1409, 1604, 1423, 1618)
sudoku-cell: 5 (1441, 1431, 1474, 1464)
sudoku-cell[interactable] (1375, 1200, 1408, 1233)
answer-cell: 4 (1423, 1562, 1437, 1576)
answer-cell: 6 (1395, 1506, 1409, 1520)
letter-title: ଖାଦ୍ୟ ସୁରକ୍ଷା ଉପଚାରିକତା (1212, 49, 1440, 76)
answer-cell: 3 (1479, 1548, 1493, 1562)
sudoku-cell: 9 (1277, 1167, 1310, 1200)
poem-box (4, 4, 334, 260)
answer-cell: 2 (1451, 1534, 1465, 1548)
answer-cell: 1 (1451, 1520, 1465, 1534)
sudoku-cell[interactable] (1310, 1365, 1343, 1398)
answer-cell: 3 (1381, 1604, 1395, 1618)
answer-cell: 1 (1367, 1548, 1381, 1562)
sudoku-brand-sub: © Puzzles by Pappocom (1165, 1140, 1274, 1151)
answer-cell: 4 (1465, 1548, 1479, 1562)
